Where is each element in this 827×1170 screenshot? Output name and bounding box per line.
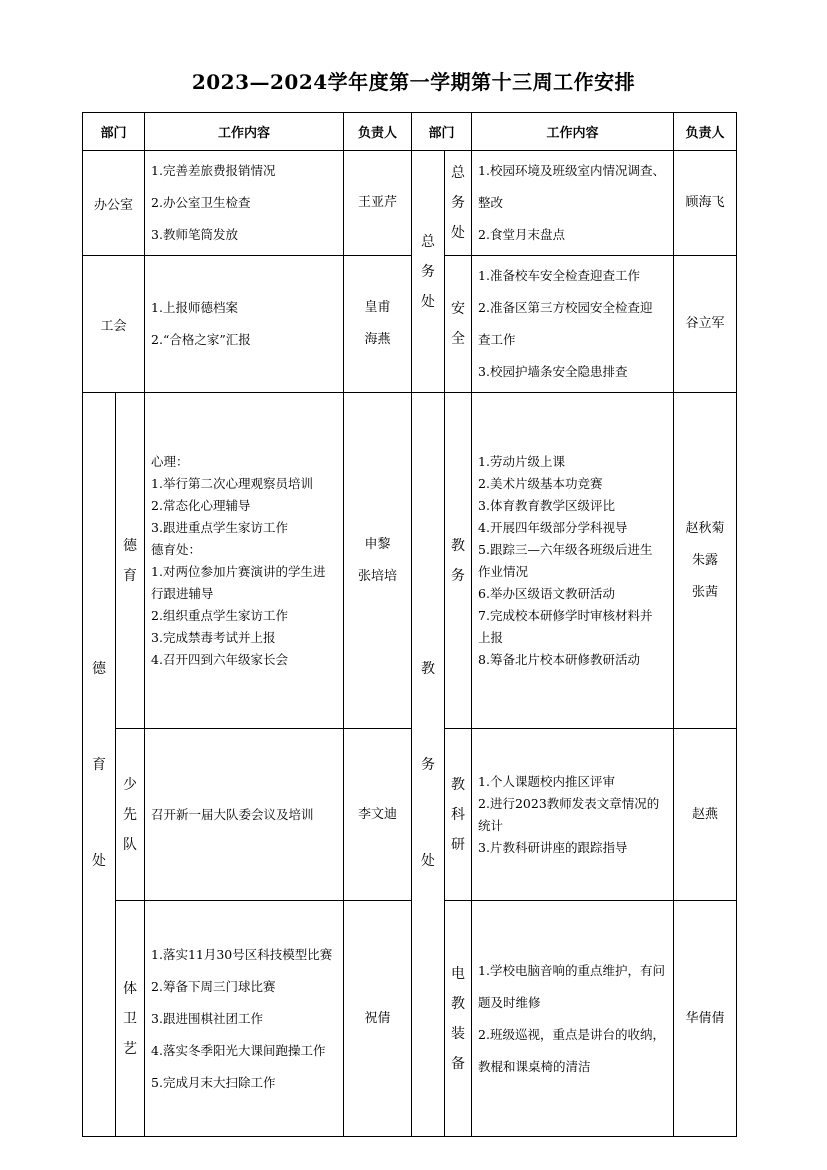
list-item: 3.跟进围棋社团工作 (151, 1010, 263, 1026)
table-row (83, 393, 737, 729)
list-item: 1.落实11月30号区科技模型比赛 (151, 946, 333, 962)
table-row (83, 901, 737, 1137)
pe-health-art-items (145, 901, 344, 1137)
list-item: 4.召开四到六年级家长会 (151, 651, 288, 667)
safety-owner: 谷立军 (674, 256, 737, 393)
list-item: 2.“合格之家”汇报 (151, 332, 251, 347)
teaching-items (472, 393, 674, 729)
pioneers-owner: 李文迪 (344, 729, 412, 901)
office-owner: 王亚芹 (344, 151, 412, 256)
dept-general-office: 总 务 处 (412, 151, 445, 393)
list-item: 4.落实冬季阳光大课间跑操工作 (151, 1042, 326, 1058)
list-item: 心理： (151, 453, 189, 469)
list-item: 1.对两位参加片赛演讲的学生进 (151, 563, 326, 579)
subdept-teaching: 教 务 (445, 393, 472, 729)
union-items (145, 256, 344, 393)
list-item: 6.举办区级语文教研活动 (478, 585, 615, 601)
pe-health-art-owner: 祝倩 (344, 901, 412, 1137)
list-item: 3.片教科研讲座的跟踪指导 (478, 839, 628, 855)
list-item: 7.完成校本研修学时审核材料并 (478, 607, 653, 623)
equipment-owner: 华倩倩 (674, 901, 737, 1137)
list-item: 1.学校电脑音响的重点维护，有问 (478, 962, 665, 978)
table-row (83, 729, 737, 901)
union-owner: 皇甫 海燕 (344, 256, 412, 393)
list-item: 5.跟踪三—六年级各班级后进生 (478, 541, 653, 557)
teaching-owner: 赵秋菊 朱露 张茜 (674, 393, 737, 729)
general-affairs-items (472, 151, 674, 256)
dept-union: 工会 (83, 256, 145, 393)
general-affairs-owner: 顾海飞 (674, 151, 737, 256)
list-item: 1.个人课题校内推区评审 (478, 773, 615, 789)
list-item: 德育处： (151, 541, 202, 557)
subdept-equipment: 电 教 装 备 (445, 901, 472, 1137)
subdept-pioneers: 少 先 队 (116, 729, 145, 901)
list-item: 2.办公室卫生检查 (151, 195, 251, 210)
list-item: 4.开展四年级部分学科视导 (478, 519, 628, 535)
subdept-moral: 德 育 (116, 393, 145, 729)
page-title: 2023—2024学年度第一学期第十三周工作安排 (191, 70, 636, 94)
list-item: 题及时维修 (478, 994, 541, 1010)
list-item: 查工作 (478, 332, 516, 347)
subdept-research: 教 科 研 (445, 729, 472, 901)
header-dept: 部门 (83, 113, 145, 151)
list-item: 1.劳动片级上课 (478, 453, 565, 469)
moral-owner: 申黎 张培培 (344, 393, 412, 729)
list-item: 8.筹备北片校本研修教研活动 (478, 651, 640, 667)
list-item: 行跟进辅导 (151, 585, 214, 601)
header-owner-right: 负责人 (674, 113, 737, 151)
list-item: 整改 (478, 195, 504, 210)
list-item: 3.完成禁毒考试并上报 (151, 629, 276, 645)
header-content-right: 工作内容 (472, 113, 674, 151)
dept-moral-office: 德 育 处 (83, 393, 116, 1137)
table-row (83, 256, 737, 393)
list-item: 2.班级巡视，重点是讲台的收纳， (478, 1026, 665, 1042)
list-item: 2.组织重点学生家访工作 (151, 607, 288, 623)
list-item: 2.食堂月末盘点 (478, 227, 565, 242)
list-item: 5.完成月末大扫除工作 (151, 1074, 276, 1090)
list-item: 1.上报师德档案 (151, 300, 238, 315)
list-item: 1.校园环境及班级室内情况调查、 (478, 163, 665, 178)
list-item: 3.跟进重点学生家访工作 (151, 519, 288, 535)
subdept-safety: 安 全 (445, 256, 472, 393)
list-item: 3.教师笔筒发放 (151, 227, 238, 242)
list-item: 2.常态化心理辅导 (151, 497, 251, 513)
list-item: 1.完善差旅费报销情况 (151, 163, 276, 178)
research-items (472, 729, 674, 901)
list-item: 作业情况 (478, 563, 529, 579)
office-items (145, 151, 344, 256)
header-content: 工作内容 (145, 113, 344, 151)
header-dept-right: 部门 (412, 113, 472, 151)
table-header-row (83, 113, 737, 151)
list-item: 2.筹备下周三门球比赛 (151, 978, 276, 994)
list-item: 2.准备区第三方校园安全检查迎 (478, 300, 653, 315)
list-item: 召开新一届大队委会议及培训 (151, 806, 314, 822)
list-item: 统计 (478, 817, 504, 833)
header-owner: 负责人 (344, 113, 412, 151)
list-item: 3.体育教育教学区级评比 (478, 497, 615, 513)
list-item: 2.美术片级基本功竞赛 (478, 475, 603, 491)
research-owner: 赵燕 (674, 729, 737, 901)
dept-office: 办公室 (83, 151, 145, 256)
subdept-general-affairs: 总 务 处 (445, 151, 472, 256)
list-item: 3.校园护墙条安全隐患排查 (478, 364, 628, 379)
subdept-pe-health-art: 体 卫 艺 (116, 901, 145, 1137)
list-item: 1.举行第二次心理观察员培训 (151, 475, 313, 491)
table-row (83, 151, 737, 256)
safety-items (472, 256, 674, 393)
schedule-table (82, 112, 737, 1137)
list-item: 2.进行2023教师发表文章情况的 (478, 795, 660, 811)
list-item: 1.准备校车安全检查迎查工作 (478, 268, 640, 283)
list-item: 上报 (478, 629, 504, 645)
moral-items (145, 393, 344, 729)
pioneers-items (145, 729, 344, 901)
equipment-items (472, 901, 674, 1137)
list-item: 教棍和课桌椅的清洁 (478, 1058, 591, 1074)
dept-teaching-office: 教 务 处 (412, 393, 445, 1137)
